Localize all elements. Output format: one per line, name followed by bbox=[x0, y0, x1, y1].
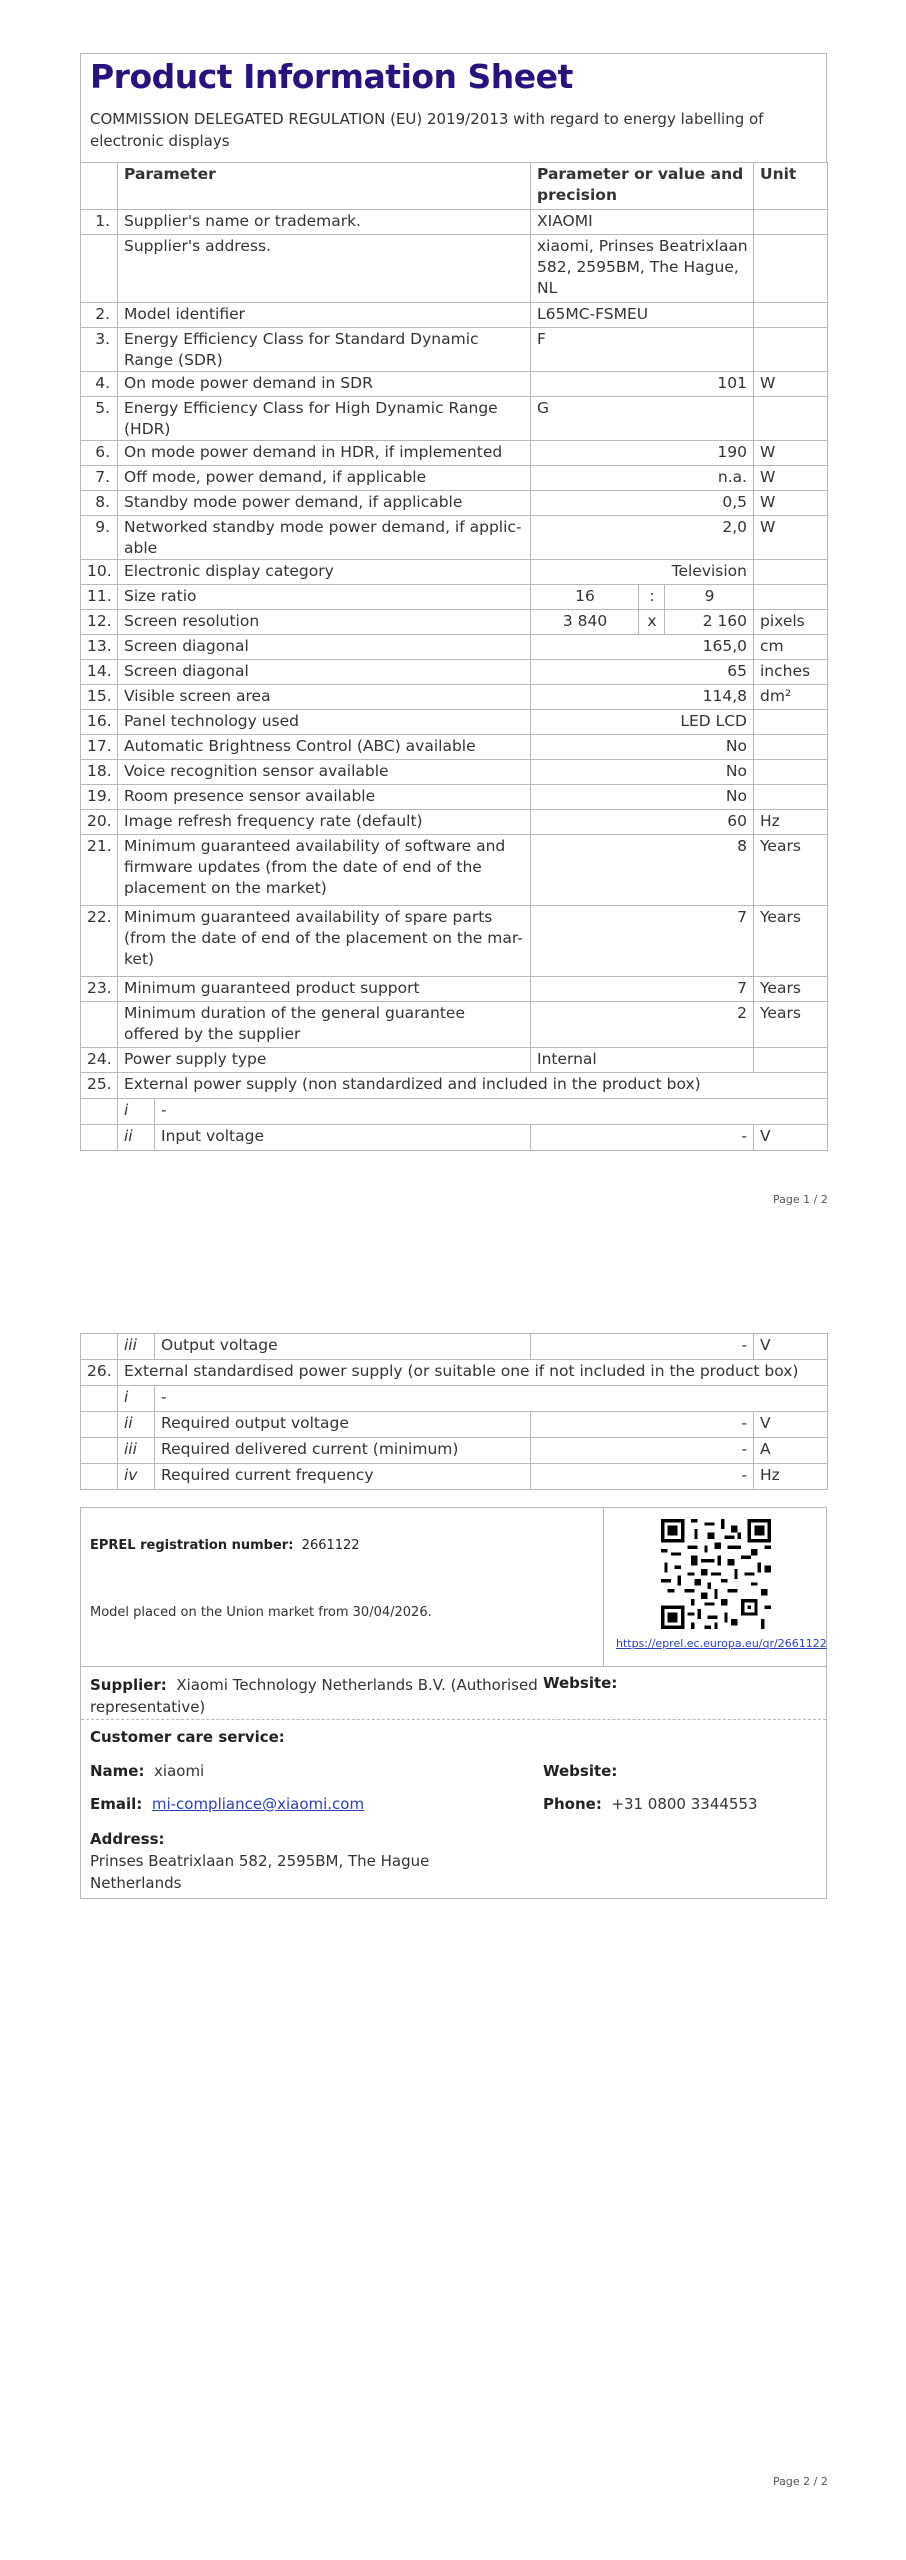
qr-code-icon bbox=[661, 1519, 771, 1629]
table-row bbox=[81, 635, 828, 660]
parameter-cell: Power supply type bbox=[118, 1048, 531, 1073]
sub-label: Required output voltage bbox=[155, 1412, 531, 1438]
row-number bbox=[81, 1099, 118, 1125]
parameter-cell: Voice recognition sensor available bbox=[118, 760, 531, 785]
unit-cell: W bbox=[754, 516, 828, 560]
value-cell: 190 bbox=[531, 441, 754, 466]
value-cell: 8 bbox=[531, 835, 754, 906]
table-row bbox=[81, 1099, 828, 1125]
ratio-height: 9 bbox=[665, 585, 754, 610]
parameter-cell: Supplier's name or trademark. bbox=[118, 210, 531, 235]
table-header-row bbox=[81, 163, 828, 210]
unit-cell: pixels bbox=[754, 610, 828, 635]
value-cell: - bbox=[531, 1438, 754, 1464]
row-number bbox=[81, 1002, 118, 1048]
resolution-separator: x bbox=[639, 610, 665, 635]
row-number bbox=[81, 1334, 118, 1360]
market-date: Model placed on the Union market from 30/04/2026. bbox=[90, 1605, 432, 1620]
resolution-width: 3 840 bbox=[531, 610, 639, 635]
row-number: 8. bbox=[81, 491, 118, 516]
parameter-cell: Model identifier bbox=[118, 303, 531, 328]
care-email bbox=[90, 1795, 364, 1813]
unit-cell bbox=[754, 585, 828, 610]
sub-label: Required delivered current (minimum) bbox=[155, 1438, 531, 1464]
table-row bbox=[81, 1412, 828, 1438]
unit-cell: Hz bbox=[754, 1464, 828, 1490]
table-row bbox=[81, 328, 828, 372]
row-number: 3. bbox=[81, 328, 118, 372]
value-cell: n.a. bbox=[531, 466, 754, 491]
address-label: Address: bbox=[90, 1830, 165, 1848]
unit-cell: V bbox=[754, 1334, 828, 1360]
parameter-cell: Standby mode power demand, if applicable bbox=[118, 491, 531, 516]
row-number bbox=[81, 1125, 118, 1151]
table-row bbox=[81, 710, 828, 735]
table-row bbox=[81, 560, 828, 585]
parameter-cell: Screen diagonal bbox=[118, 660, 531, 685]
row-number: 6. bbox=[81, 441, 118, 466]
value-cell: 7 bbox=[531, 977, 754, 1002]
table-row bbox=[81, 1125, 828, 1151]
table-row bbox=[81, 372, 828, 397]
value-cell: - bbox=[531, 1464, 754, 1490]
value-cell: No bbox=[531, 735, 754, 760]
parameter-cell: On mode power demand in HDR, if implemented bbox=[118, 441, 531, 466]
header-parameter: Parameter bbox=[118, 163, 531, 210]
parameter-cell: Electronic display category bbox=[118, 560, 531, 585]
value-cell: xiaomi, Prinses Beatrixlaan 582, 2595BM, The Hague, NL bbox=[531, 235, 754, 303]
row-number: 5. bbox=[81, 397, 118, 441]
value-cell: F bbox=[531, 328, 754, 372]
table-row bbox=[81, 685, 828, 710]
value-cell: - bbox=[531, 1334, 754, 1360]
unit-cell bbox=[754, 397, 828, 441]
row-number: 20. bbox=[81, 810, 118, 835]
parameter-cell: Screen resolution bbox=[118, 610, 531, 635]
sub-index: ii bbox=[118, 1125, 155, 1151]
eprel-info bbox=[81, 1508, 604, 1666]
value-cell: - bbox=[531, 1125, 754, 1151]
divider bbox=[81, 1719, 826, 1720]
row-number: 26. bbox=[81, 1360, 118, 1386]
table-row bbox=[81, 491, 828, 516]
sub-label: Input voltage bbox=[155, 1125, 531, 1151]
ratio-width: 16 bbox=[531, 585, 639, 610]
row-number: 4. bbox=[81, 372, 118, 397]
page-number: Page 1 / 2 bbox=[773, 1193, 828, 1206]
sub-index: iii bbox=[118, 1334, 155, 1360]
parameter-cell: Screen diagonal bbox=[118, 635, 531, 660]
table-row bbox=[81, 785, 828, 810]
value-cell: 60 bbox=[531, 810, 754, 835]
table-row bbox=[81, 810, 828, 835]
table-row bbox=[81, 1360, 828, 1386]
unit-cell bbox=[754, 303, 828, 328]
value-cell: 101 bbox=[531, 372, 754, 397]
page-number-2: Page 2 / 2 bbox=[773, 2475, 828, 2488]
phone-value: +31 0800 3344553 bbox=[611, 1795, 758, 1813]
value-cell: No bbox=[531, 760, 754, 785]
care-phone bbox=[543, 1795, 758, 1813]
unit-cell: V bbox=[754, 1412, 828, 1438]
row-number bbox=[81, 1386, 118, 1412]
table-row bbox=[81, 610, 828, 635]
parameter-cell: Visible screen area bbox=[118, 685, 531, 710]
value-cell: 114,8 bbox=[531, 685, 754, 710]
row-number: 22. bbox=[81, 906, 118, 977]
value-cell: No bbox=[531, 785, 754, 810]
unit-cell: W bbox=[754, 441, 828, 466]
customer-care-label: Customer care service: bbox=[90, 1728, 285, 1746]
table-row bbox=[81, 1334, 828, 1360]
unit-cell: W bbox=[754, 466, 828, 491]
value-cell: G bbox=[531, 397, 754, 441]
contact-box bbox=[80, 1666, 827, 1899]
supplier-name: Xiaomi Technology Netherlands B.V. (Authorised representative) bbox=[90, 1676, 538, 1716]
table-row bbox=[81, 1438, 828, 1464]
unit-cell: cm bbox=[754, 635, 828, 660]
value-cell: L65MC-FSMEU bbox=[531, 303, 754, 328]
row-number: 2. bbox=[81, 303, 118, 328]
regulation-subtitle: COMMISSION DELEGATED REGULATION (EU) 2019/2013 with regard to energy labelling of electronic displays bbox=[90, 110, 764, 150]
parameter-cell: Off mode, power demand, if applicable bbox=[118, 466, 531, 491]
table-row bbox=[81, 585, 828, 610]
email-link[interactable]: mi-compliance@xiaomi.com bbox=[151, 1795, 365, 1813]
spec-table bbox=[80, 162, 828, 1151]
unit-cell bbox=[754, 785, 828, 810]
group-label: External standardised power supply (or suitable one if not included in the product box) bbox=[118, 1360, 828, 1386]
supplier-line bbox=[90, 1674, 550, 1718]
row-number bbox=[81, 235, 118, 303]
value-cell: 0,5 bbox=[531, 491, 754, 516]
header-value: Parameter or value and precision bbox=[531, 163, 754, 210]
value-cell: XIAOMI bbox=[531, 210, 754, 235]
page-title: Product Information Sheet bbox=[90, 57, 573, 96]
row-number: 15. bbox=[81, 685, 118, 710]
parameter-cell: Image refresh frequency rate (default) bbox=[118, 810, 531, 835]
value-cell: 7 bbox=[531, 906, 754, 977]
table-row bbox=[81, 303, 828, 328]
table-row bbox=[81, 516, 828, 560]
value-cell: 165,0 bbox=[531, 635, 754, 660]
table-row bbox=[81, 235, 828, 303]
row-number: 25. bbox=[81, 1073, 118, 1099]
row-number: 16. bbox=[81, 710, 118, 735]
table-row bbox=[81, 1073, 828, 1099]
parameter-cell: Minimum guaranteed availability of spare parts (from the date of end of the placement on the mar-ket) bbox=[118, 906, 531, 977]
unit-cell: A bbox=[754, 1438, 828, 1464]
unit-cell: V bbox=[754, 1125, 828, 1151]
table-row bbox=[81, 1464, 828, 1490]
value-cell: - bbox=[531, 1412, 754, 1438]
sub-label: - bbox=[155, 1386, 828, 1412]
value-cell: 65 bbox=[531, 660, 754, 685]
unit-cell: Years bbox=[754, 1002, 828, 1048]
parameter-cell: Minimum guaranteed product support bbox=[118, 977, 531, 1002]
parameter-cell: Supplier's address. bbox=[118, 235, 531, 303]
ratio-separator: : bbox=[639, 585, 665, 610]
supplier-label: Supplier: bbox=[90, 1676, 167, 1694]
sub-index: i bbox=[118, 1099, 155, 1125]
parameter-cell: Minimum duration of the general guarantee offered by the supplier bbox=[118, 1002, 531, 1048]
row-number: 19. bbox=[81, 785, 118, 810]
eprel-number: 2661122 bbox=[301, 1538, 360, 1553]
parameter-cell: Minimum guaranteed availability of software and firmware updates (from the date of end of the placement on the market) bbox=[118, 835, 531, 906]
table-row bbox=[81, 760, 828, 785]
eprel-registration bbox=[90, 1538, 360, 1553]
unit-cell: W bbox=[754, 372, 828, 397]
address-line-2: Netherlands bbox=[90, 1874, 182, 1892]
eprel-label: EPREL registration number: bbox=[90, 1538, 294, 1553]
parameter-cell: On mode power demand in SDR bbox=[118, 372, 531, 397]
eprel-box bbox=[80, 1507, 827, 1667]
value-cell: LED LCD bbox=[531, 710, 754, 735]
value-cell: 2 bbox=[531, 1002, 754, 1048]
unit-cell: inches bbox=[754, 660, 828, 685]
parameter-cell: Automatic Brightness Control (ABC) available bbox=[118, 735, 531, 760]
table-row bbox=[81, 210, 828, 235]
sub-label: Required current frequency bbox=[155, 1464, 531, 1490]
table-row bbox=[81, 466, 828, 491]
row-number bbox=[81, 1438, 118, 1464]
group-label: External power supply (non standardized and included in the product box) bbox=[118, 1073, 828, 1099]
sub-index: iv bbox=[118, 1464, 155, 1490]
unit-cell: Years bbox=[754, 906, 828, 977]
parameter-cell: Networked standby mode power demand, if applic-able bbox=[118, 516, 531, 560]
row-number: 10. bbox=[81, 560, 118, 585]
value-cell: Internal bbox=[531, 1048, 754, 1073]
table-row bbox=[81, 1386, 828, 1412]
row-number: 24. bbox=[81, 1048, 118, 1073]
sub-index: iii bbox=[118, 1438, 155, 1464]
row-number: 11. bbox=[81, 585, 118, 610]
value-cell: 2,0 bbox=[531, 516, 754, 560]
unit-cell bbox=[754, 760, 828, 785]
unit-cell: Years bbox=[754, 977, 828, 1002]
row-number: 17. bbox=[81, 735, 118, 760]
unit-cell bbox=[754, 235, 828, 303]
row-number bbox=[81, 1412, 118, 1438]
email-label: Email: bbox=[90, 1795, 143, 1813]
sub-label: - bbox=[155, 1099, 828, 1125]
address-line-1: Prinses Beatrixlaan 582, 2595BM, The Hague bbox=[90, 1852, 430, 1870]
website-label: Website: bbox=[543, 1674, 618, 1692]
parameter-cell: Panel technology used bbox=[118, 710, 531, 735]
value-cell: Television bbox=[531, 560, 754, 585]
row-number: 7. bbox=[81, 466, 118, 491]
row-number: 9. bbox=[81, 516, 118, 560]
table-row bbox=[81, 660, 828, 685]
table-row bbox=[81, 397, 828, 441]
unit-cell: dm² bbox=[754, 685, 828, 710]
table-row bbox=[81, 835, 828, 906]
care-website-label: Website: bbox=[543, 1762, 618, 1780]
spec-table-continued bbox=[80, 1333, 828, 1490]
table-row bbox=[81, 1002, 828, 1048]
sheet-header bbox=[80, 53, 827, 163]
unit-cell bbox=[754, 1048, 828, 1073]
row-number: 14. bbox=[81, 660, 118, 685]
parameter-cell: Energy Efficiency Class for Standard Dynamic Range (SDR) bbox=[118, 328, 531, 372]
sub-label: Output voltage bbox=[155, 1334, 531, 1360]
row-number: 1. bbox=[81, 210, 118, 235]
eprel-link[interactable]: https://eprel.ec.europa.eu/qr/2661122 bbox=[616, 1637, 827, 1650]
row-number: 12. bbox=[81, 610, 118, 635]
sub-index: i bbox=[118, 1386, 155, 1412]
resolution-height: 2 160 bbox=[665, 610, 754, 635]
name-label: Name: bbox=[90, 1762, 145, 1780]
table-row bbox=[81, 735, 828, 760]
unit-cell bbox=[754, 328, 828, 372]
unit-cell: Hz bbox=[754, 810, 828, 835]
unit-cell: Years bbox=[754, 835, 828, 906]
unit-cell: W bbox=[754, 491, 828, 516]
parameter-cell: Energy Efficiency Class for High Dynamic Range (HDR) bbox=[118, 397, 531, 441]
row-number bbox=[81, 1464, 118, 1490]
sub-index: ii bbox=[118, 1412, 155, 1438]
unit-cell bbox=[754, 560, 828, 585]
row-number bbox=[81, 163, 118, 210]
header-unit: Unit bbox=[754, 163, 828, 210]
care-name bbox=[90, 1762, 204, 1780]
unit-cell bbox=[754, 735, 828, 760]
care-name-value: xiaomi bbox=[154, 1762, 205, 1780]
table-row bbox=[81, 977, 828, 1002]
parameter-cell: Size ratio bbox=[118, 585, 531, 610]
row-number: 13. bbox=[81, 635, 118, 660]
row-number: 21. bbox=[81, 835, 118, 906]
parameter-cell: Room presence sensor available bbox=[118, 785, 531, 810]
phone-label: Phone: bbox=[543, 1795, 602, 1813]
unit-cell bbox=[754, 210, 828, 235]
table-row bbox=[81, 1048, 828, 1073]
table-row bbox=[81, 441, 828, 466]
row-number: 23. bbox=[81, 977, 118, 1002]
unit-cell bbox=[754, 710, 828, 735]
table-row bbox=[81, 906, 828, 977]
row-number: 18. bbox=[81, 760, 118, 785]
